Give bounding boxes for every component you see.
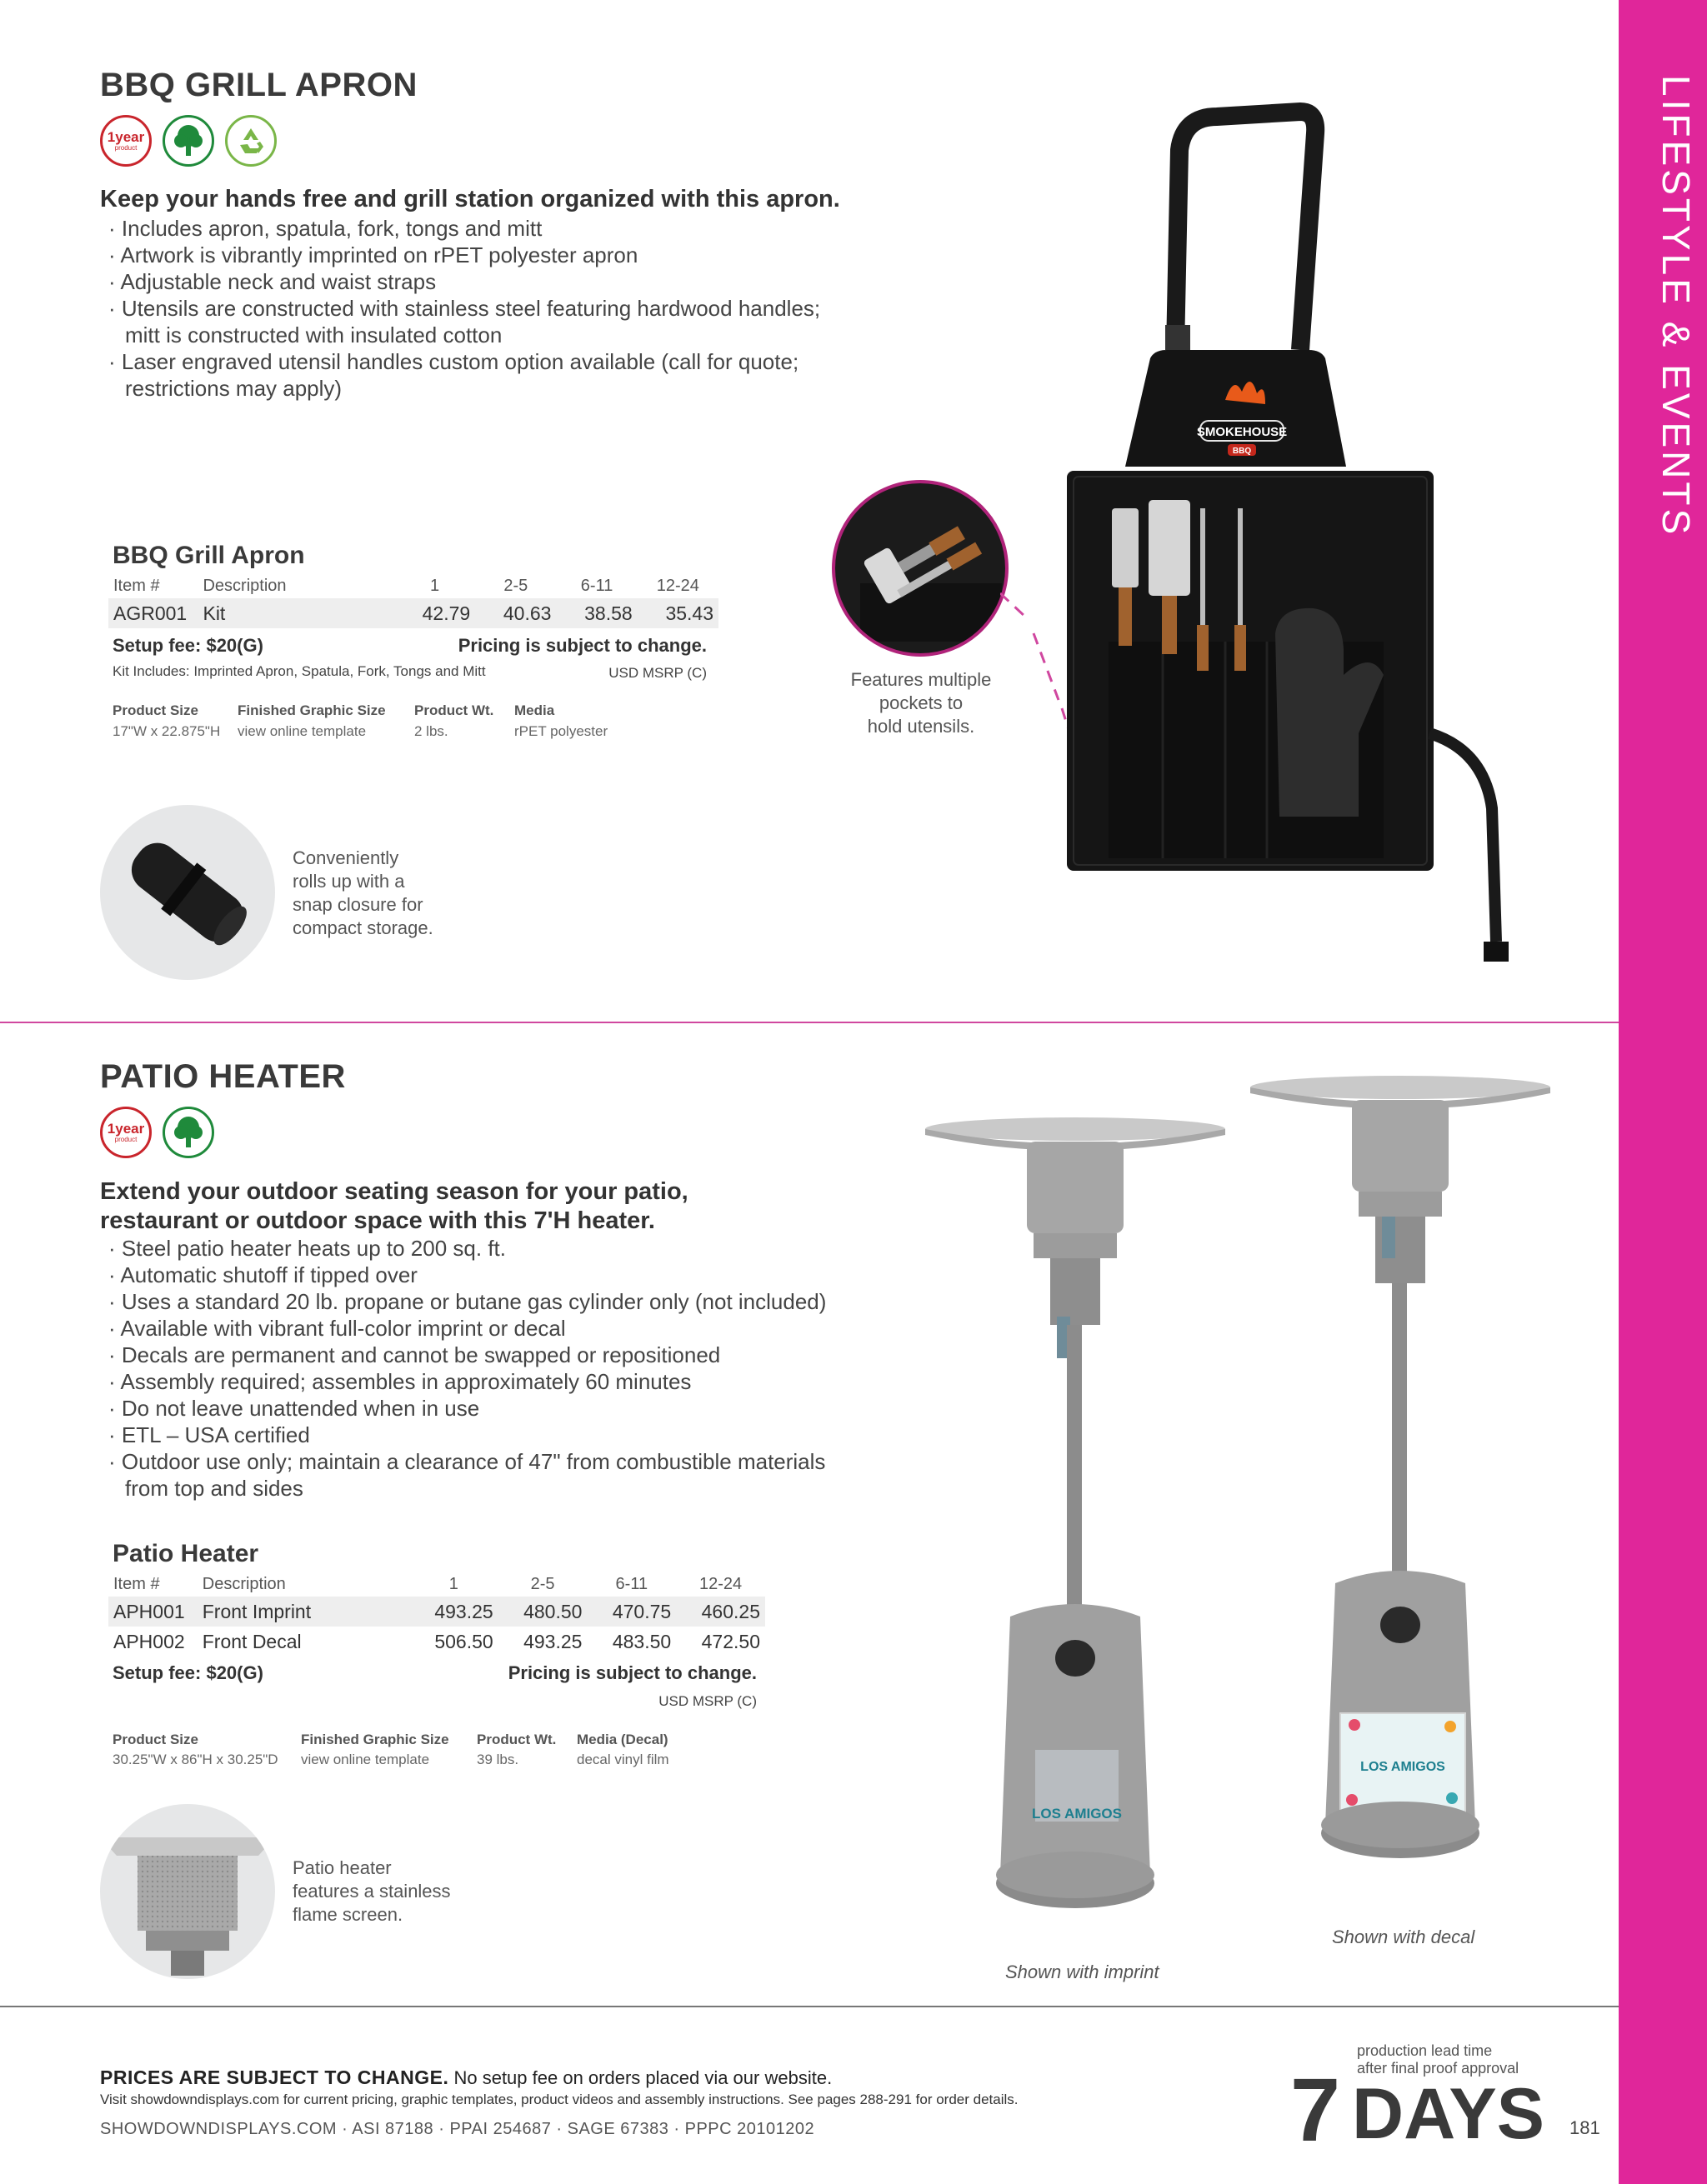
column-header: Description [203, 576, 287, 595]
utensil-pocket-closeup [832, 480, 1009, 657]
table-cell: 472.50 [701, 1630, 760, 1652]
heater-spec-label: Finished Graphic Size [301, 1732, 449, 1747]
list-item: · Uses a standard 20 lb. propane or butane gas cylinder only (not included) [100, 1288, 850, 1315]
lead-time-label [1357, 2042, 1519, 2077]
table-header-row [108, 573, 718, 598]
heater-price-table [108, 1572, 765, 1657]
bbq-apron-photo [1050, 100, 1517, 975]
table-cell: 483.50 [612, 1630, 672, 1652]
caption-line: Patio heater [293, 1857, 392, 1878]
caption-line: Conveniently [293, 847, 399, 868]
column-header: 1 [430, 576, 440, 595]
table-cell: 480.50 [498, 1597, 588, 1627]
column-header: Item # [113, 1574, 160, 1593]
lead-line: restaurant or outdoor space with this 7'H heater. [100, 1207, 655, 1234]
table-cell: 506.50 [434, 1630, 493, 1652]
pocket-caption [833, 668, 1009, 738]
list-item: · Decals are permanent and cannot be swapped or repositioned [100, 1342, 850, 1368]
apron-spec-value: 2 lbs. [414, 723, 448, 739]
apron-logo-subtext: BBQ [1232, 447, 1252, 456]
table-row [108, 598, 718, 628]
heater-table-title: Patio Heater [113, 1540, 259, 1567]
heater-spec-label: Media (Decal) [577, 1732, 668, 1747]
table-cell: 460.25 [676, 1597, 765, 1627]
list-item: · Do not leave unattended when in use [100, 1395, 850, 1422]
apron-currency-note: USD MSRP (C) [608, 665, 707, 681]
list-item: · Outdoor use only; maintain a clearance of 47" from combustible materials from top and sides [100, 1448, 850, 1502]
apron-spec-label: Media [514, 702, 555, 718]
tree-icon [163, 1107, 214, 1158]
heater-spec-value: view online template [301, 1752, 430, 1767]
apron-kit-includes: Kit Includes: Imprinted Apron, Spatula, Fork, Tongs and Mitt [113, 663, 486, 679]
table-cell: 42.79 [394, 598, 475, 628]
list-item: · Assembly required; assembles in approximately 60 minutes [100, 1368, 850, 1395]
column-header: 1 [448, 1574, 458, 1593]
table-row [108, 1627, 765, 1657]
lead-time-unit: DAYS [1352, 2074, 1545, 2154]
flame-screen-caption [293, 1857, 451, 1927]
table-cell: 493.25 [409, 1597, 498, 1627]
list-item: · Laser engraved utensil handles custom option available (call for quote; restrictions may apply) [100, 348, 850, 402]
imprint-caption: Shown with imprint [1005, 1962, 1159, 1982]
table-cell: 493.25 [523, 1630, 583, 1652]
visit-website-line: Visit showdowndisplays.com for current pricing, graphic templates, product videos and assembly instructions. See pages 288-291 for order details. [100, 2092, 1019, 2107]
column-header: 12-24 [699, 1574, 743, 1593]
prices-notice-bold: PRICES ARE SUBJECT TO CHANGE. [100, 2067, 449, 2088]
apron-title: BBQ GRILL APRON [100, 67, 418, 103]
table-cell: AGR001 [108, 598, 198, 628]
column-header: 6-11 [580, 576, 613, 595]
apron-spec-label: Product Size [113, 702, 198, 718]
apron-spec-label: Finished Graphic Size [238, 702, 386, 718]
lead-time-label-line: after final proof approval [1357, 2060, 1519, 2077]
list-item: · Adjustable neck and waist straps [100, 268, 850, 295]
column-header: Description [202, 1574, 286, 1593]
rollup-caption [293, 847, 433, 940]
one-year-product-icon: 1year product [100, 115, 152, 167]
table-cell: APH001 [108, 1597, 198, 1627]
section-divider [0, 1022, 1619, 1023]
lead-line: Extend your outdoor seating season for your patio, [100, 1178, 688, 1205]
column-header: 2-5 [503, 576, 528, 595]
caption-line: rolls up with a [293, 871, 405, 892]
heater-lead-text [100, 1177, 850, 1236]
apron-spec-value: rPET polyester [514, 723, 608, 739]
list-item: · ETL – USA certified [100, 1422, 850, 1448]
table-cell: 35.43 [638, 598, 718, 628]
table-cell: 40.63 [475, 598, 556, 628]
table-cell: 38.58 [556, 598, 637, 628]
apron-lead-text: Keep your hands free and grill station organized with this apron. [100, 186, 840, 212]
caption-line: features a stainless [293, 1881, 451, 1902]
table-cell: Front Decal [202, 1630, 302, 1652]
apron-table-title: BBQ Grill Apron [113, 542, 305, 569]
column-header: Item # [113, 576, 160, 595]
table-row [108, 1597, 765, 1627]
table-header-row [108, 1572, 765, 1597]
apron-spec-value: view online template [238, 723, 367, 739]
decal-logo-text: LOS AMIGOS [1360, 1760, 1445, 1774]
heater-spec-label: Product Wt. [477, 1732, 557, 1747]
heater-spec-value: 30.25"W x 86"H x 30.25"D [113, 1752, 278, 1767]
prices-notice [100, 2067, 832, 2089]
list-item: · Available with vibrant full-color imprint or decal [100, 1315, 850, 1342]
caption-line: flame screen. [293, 1904, 403, 1925]
heater-setup-fee: Setup fee: $20(G) [113, 1662, 263, 1683]
apron-price-table [108, 573, 718, 628]
heater-pricing-note: Pricing is subject to change. [508, 1662, 757, 1683]
imprint-logo-text: LOS AMIGOS [1032, 1806, 1122, 1822]
decal-caption: Shown with decal [1332, 1927, 1475, 1947]
page-number: 181 [1569, 2117, 1600, 2138]
apron-features-list [100, 215, 850, 402]
caption-line: snap closure for [293, 894, 423, 915]
prices-notice-rest: No setup fee on orders placed via our website. [453, 2067, 833, 2088]
rolled-apron-photo [100, 805, 275, 980]
heater-spec-value: decal vinyl film [577, 1752, 669, 1767]
heater-spec-label: Product Size [113, 1732, 198, 1747]
list-item: · Includes apron, spatula, fork, tongs and mitt [100, 215, 850, 242]
list-item: · Utensils are constructed with stainless steel featuring hardwood handles; mitt is constructed with insulated cotton [100, 295, 850, 348]
heater-title: PATIO HEATER [100, 1058, 346, 1095]
caption-line: hold utensils. [867, 716, 975, 737]
table-cell: Kit [198, 598, 393, 628]
list-item: · Steel patio heater heats up to 200 sq. ft. [100, 1235, 850, 1262]
column-header: 2-5 [530, 1574, 555, 1593]
heater-currency-note: USD MSRP (C) [658, 1693, 757, 1709]
heater-spec-value: 39 lbs. [477, 1752, 519, 1767]
tree-icon [163, 115, 214, 167]
patio-heater-imprint-photo [917, 1100, 1234, 1942]
caption-line: pockets to [879, 692, 964, 713]
caption-line: Features multiple [850, 669, 992, 690]
lead-time-label-line: production lead time [1357, 2042, 1493, 2059]
apron-logo-text: SMOKEHOUSE [1196, 425, 1288, 439]
table-cell: 470.75 [587, 1597, 676, 1627]
patio-heater-decal-photo [1242, 1058, 1559, 1900]
apron-setup-fee: Setup fee: $20(G) [113, 635, 263, 656]
section-side-tab-label: LIFESTYLE & EVENTS [1654, 75, 1698, 538]
heater-features-list [100, 1235, 850, 1502]
recycled-material-icon [225, 115, 277, 167]
table-cell: APH002 [113, 1630, 185, 1652]
list-item: · Artwork is vibrantly imprinted on rPET polyester apron [100, 242, 850, 268]
footer-divider [0, 2006, 1619, 2007]
table-cell: Front Imprint [198, 1597, 409, 1627]
apron-pricing-note: Pricing is subject to change. [458, 635, 707, 656]
column-header: 12-24 [656, 576, 699, 595]
apron-spec-value: 17"W x 22.875"H [113, 723, 221, 739]
apron-spec-label: Product Wt. [414, 702, 494, 718]
lead-time-number: 7 [1290, 2059, 1339, 2160]
column-header: 6-11 [615, 1574, 648, 1593]
list-item: · Automatic shutoff if tipped over [100, 1262, 850, 1288]
caption-line: compact storage. [293, 917, 433, 938]
company-ids-line: SHOWDOWNDISPLAYS.COM · ASI 87188 · PPAI 254687 · SAGE 67383 · PPPC 20101202 [100, 2120, 815, 2138]
one-year-product-icon: 1year product [100, 1107, 152, 1158]
flame-screen-photo [100, 1804, 275, 1979]
